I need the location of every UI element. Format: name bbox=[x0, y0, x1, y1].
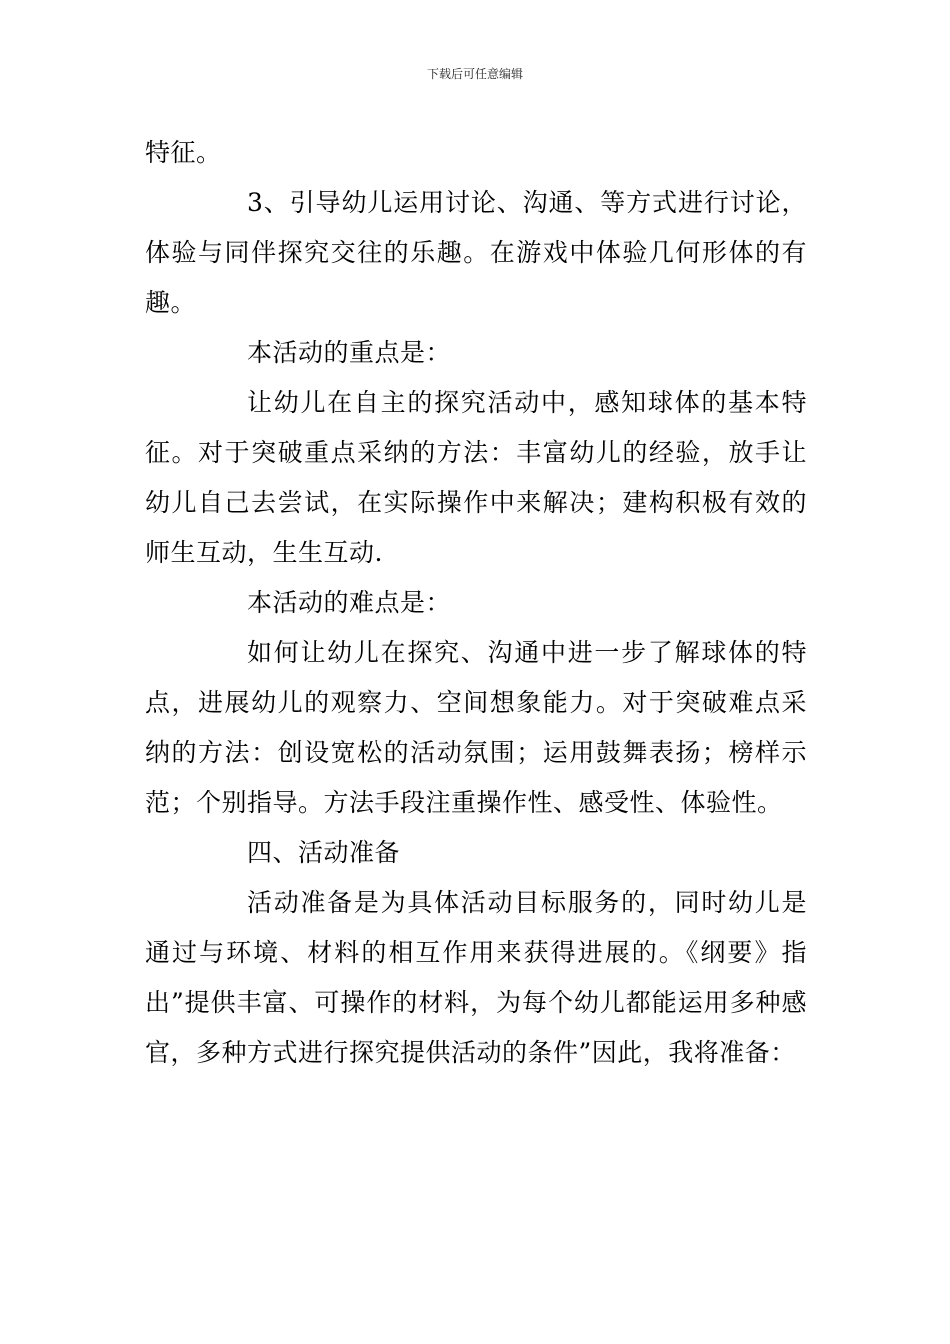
section-heading-preparation: 四、活动准备 bbox=[247, 838, 401, 867]
paragraph-difficulty-body: 如何让幼儿在探究、沟通中进一步了解球体的特点，进展幼儿的观察力、空间想象能力。对于突破难点采纳的方法：创设宽松的活动氛围；运用鼓舞表扬；榜样示范；个别指导。方法手段注重操作性、感受性、体验性。 bbox=[145, 638, 807, 817]
page-header: 下载后可任意编辑 bbox=[426, 67, 523, 81]
paragraph-preparation-body: 活动准备是为具体活动目标服务的，同时幼儿是通过与环境、材料的相互作用来获得进展的。《纲要》指出”提供丰富、可操作的材料，为每个幼儿都能运用多种感官，多种方式进行探究提供活动的条件”因此，我将准备： bbox=[145, 888, 807, 1067]
paragraph-feature-end: 特征。 bbox=[145, 138, 222, 167]
paragraph-key-point-body: 让幼儿在自主的探究活动中，感知球体的基本特征。对于突破重点采纳的方法：丰富幼儿的经验，放手让幼儿自己去尝试，在实际操作中来解决；建构积极有效的师生互动，生生互动. bbox=[145, 388, 807, 567]
paragraph-difficulty-heading: 本活动的难点是： bbox=[247, 588, 452, 617]
paragraph-goal-3: 3、引导幼儿运用讨论、沟通、等方式进行讨论，体验与同伴探究交往的乐趣。在游戏中体验几何形体的有趣。 bbox=[145, 188, 807, 317]
paragraph-key-point-heading: 本活动的重点是： bbox=[247, 338, 452, 367]
document-body bbox=[145, 128, 807, 1078]
